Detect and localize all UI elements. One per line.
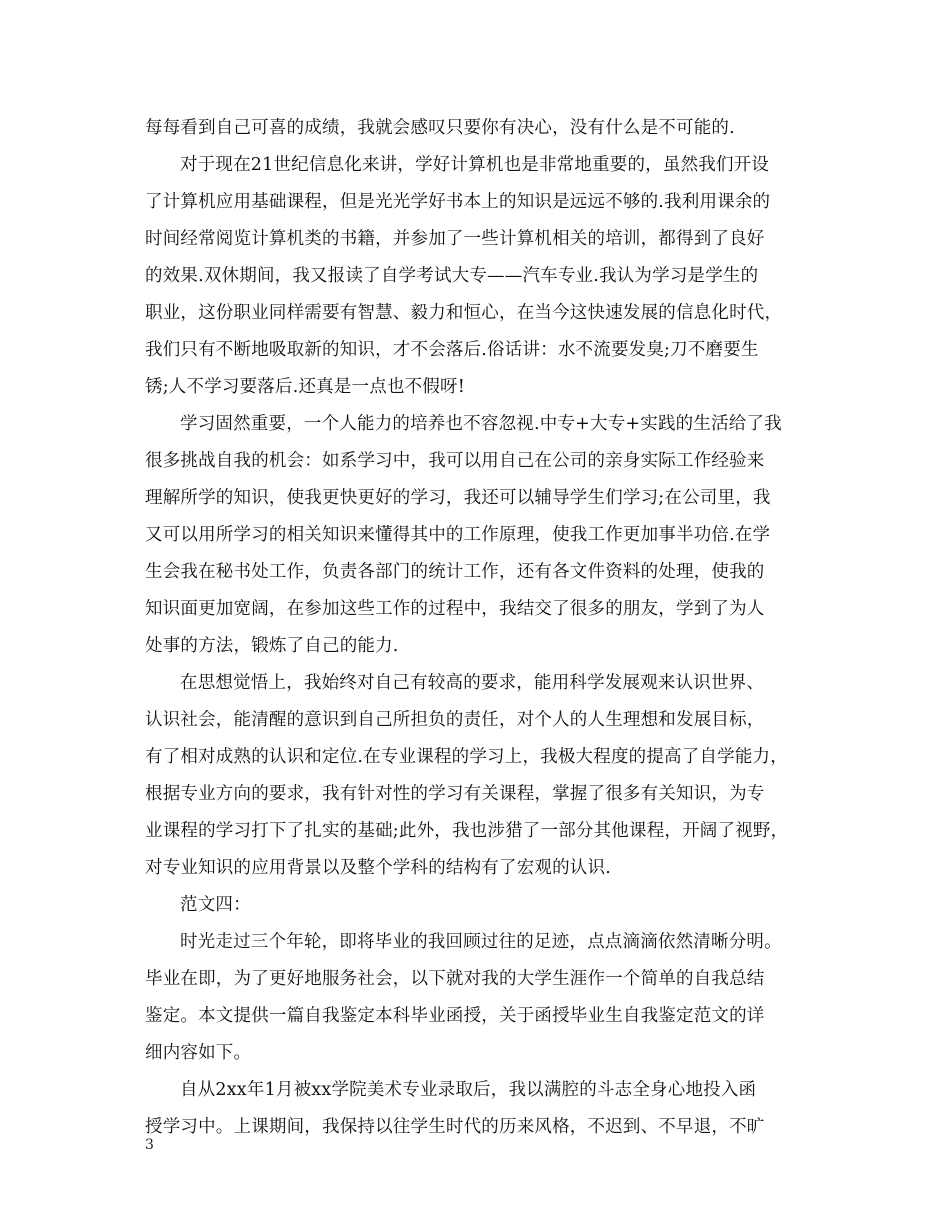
text-line: 知识面更加宽阔，在参加这些工作的过程中，我结交了很多的朋友，学到了为人: [145, 599, 765, 619]
text-line: 锈;人不学习要落后.还真是一点也不假呀!: [145, 377, 465, 397]
text-line: 细内容如下。: [145, 1043, 252, 1063]
text-line: 职业，这份职业同样需要有智慧、毅力和恒心，在当今这快速发展的信息化时代，: [145, 303, 783, 323]
text-line: 鉴定。本文提供一篇自我鉴定本科毕业函授，关于函授毕业生自我鉴定范文的详: [145, 1006, 765, 1026]
text-line: 理解所学的知识，使我更快更好的学习，我还可以辅导学生们学习;在公司里，我: [145, 488, 771, 508]
text-line: 了计算机应用基础课程，但是光光学好书本上的知识是远远不够的.我利用课余的: [145, 192, 771, 212]
text-line: 毕业在即，为了更好地服务社会，以下就对我的大学生涯作一个简单的自我总结: [145, 969, 765, 989]
text-line: 有了相对成熟的认识和定位.在专业课程的学习上，我极大程度的提高了自学能力，: [145, 747, 788, 767]
text-line: 时间经常阅览计算机类的书籍，并参加了一些计算机相关的培训，都得到了良好: [145, 229, 765, 249]
page-number: 3: [145, 1137, 154, 1153]
text-line: 根据专业方向的要求，我有针对性的学习有关课程，掌握了很多有关知识，为专: [145, 784, 765, 804]
paragraph-first-line: 自从2xx年1月被xx学院美术专业录取后，我以满腔的斗志全身心地投入函: [180, 1080, 757, 1100]
paragraph-first-line: 学习固然重要，一个人能力的培养也不容忽视.中专+大专+实践的生活给了我: [180, 414, 782, 434]
paragraph-first-line: 时光走过三个年轮，即将毕业的我回顾过往的足迹，点点滴滴依然清晰分明。: [180, 932, 782, 952]
text-line: 对专业知识的应用背景以及整个学科的结构有了宏观的认识.: [145, 858, 611, 878]
text-line: 认识社会，能清醒的意识到自己所担负的责任，对个人的人生理想和发展目标，: [145, 710, 765, 730]
text-line: 很多挑战自我的机会：如系学习中，我可以用自己在公司的亲身实际工作经验来: [145, 451, 765, 471]
paragraph-first-line: 对于现在21世纪信息化来讲，学好计算机也是非常地重要的，虽然我们开设: [180, 155, 770, 175]
text-line: 授学习中。上课期间，我保持以往学生时代的历来风格，不迟到、不早退，不旷: [145, 1117, 765, 1137]
text-line: 生会我在秘书处工作，负责各部门的统计工作，还有各文件资料的处理，使我的: [145, 562, 765, 582]
text-line: 处事的方法，锻炼了自己的能力.: [145, 636, 399, 656]
text-line: 每每看到自己可喜的成绩，我就会感叹只要你有决心，没有什么是不可能的.: [145, 118, 735, 138]
text-line: 的效果.双休期间，我又报读了自学考试大专——汽车专业.我认为学习是学生的: [145, 266, 759, 286]
text-line: 业课程的学习打下了扎实的基础;此外，我也涉猎了一部分其他课程，开阔了视野，: [145, 821, 789, 841]
text-line: 又可以用所学习的相关知识来懂得其中的工作原理，使我工作更加事半功倍.在学: [145, 525, 771, 545]
text-line: 我们只有不断地吸取新的知识，才不会落后.俗话讲：水不流要发臭;刀不磨要生: [145, 340, 759, 360]
paragraph-first-line: 在思想觉悟上，我始终对自己有较高的要求，能用科学发展观来认识世界、: [180, 673, 765, 693]
section-heading: 范文四：: [180, 895, 251, 915]
